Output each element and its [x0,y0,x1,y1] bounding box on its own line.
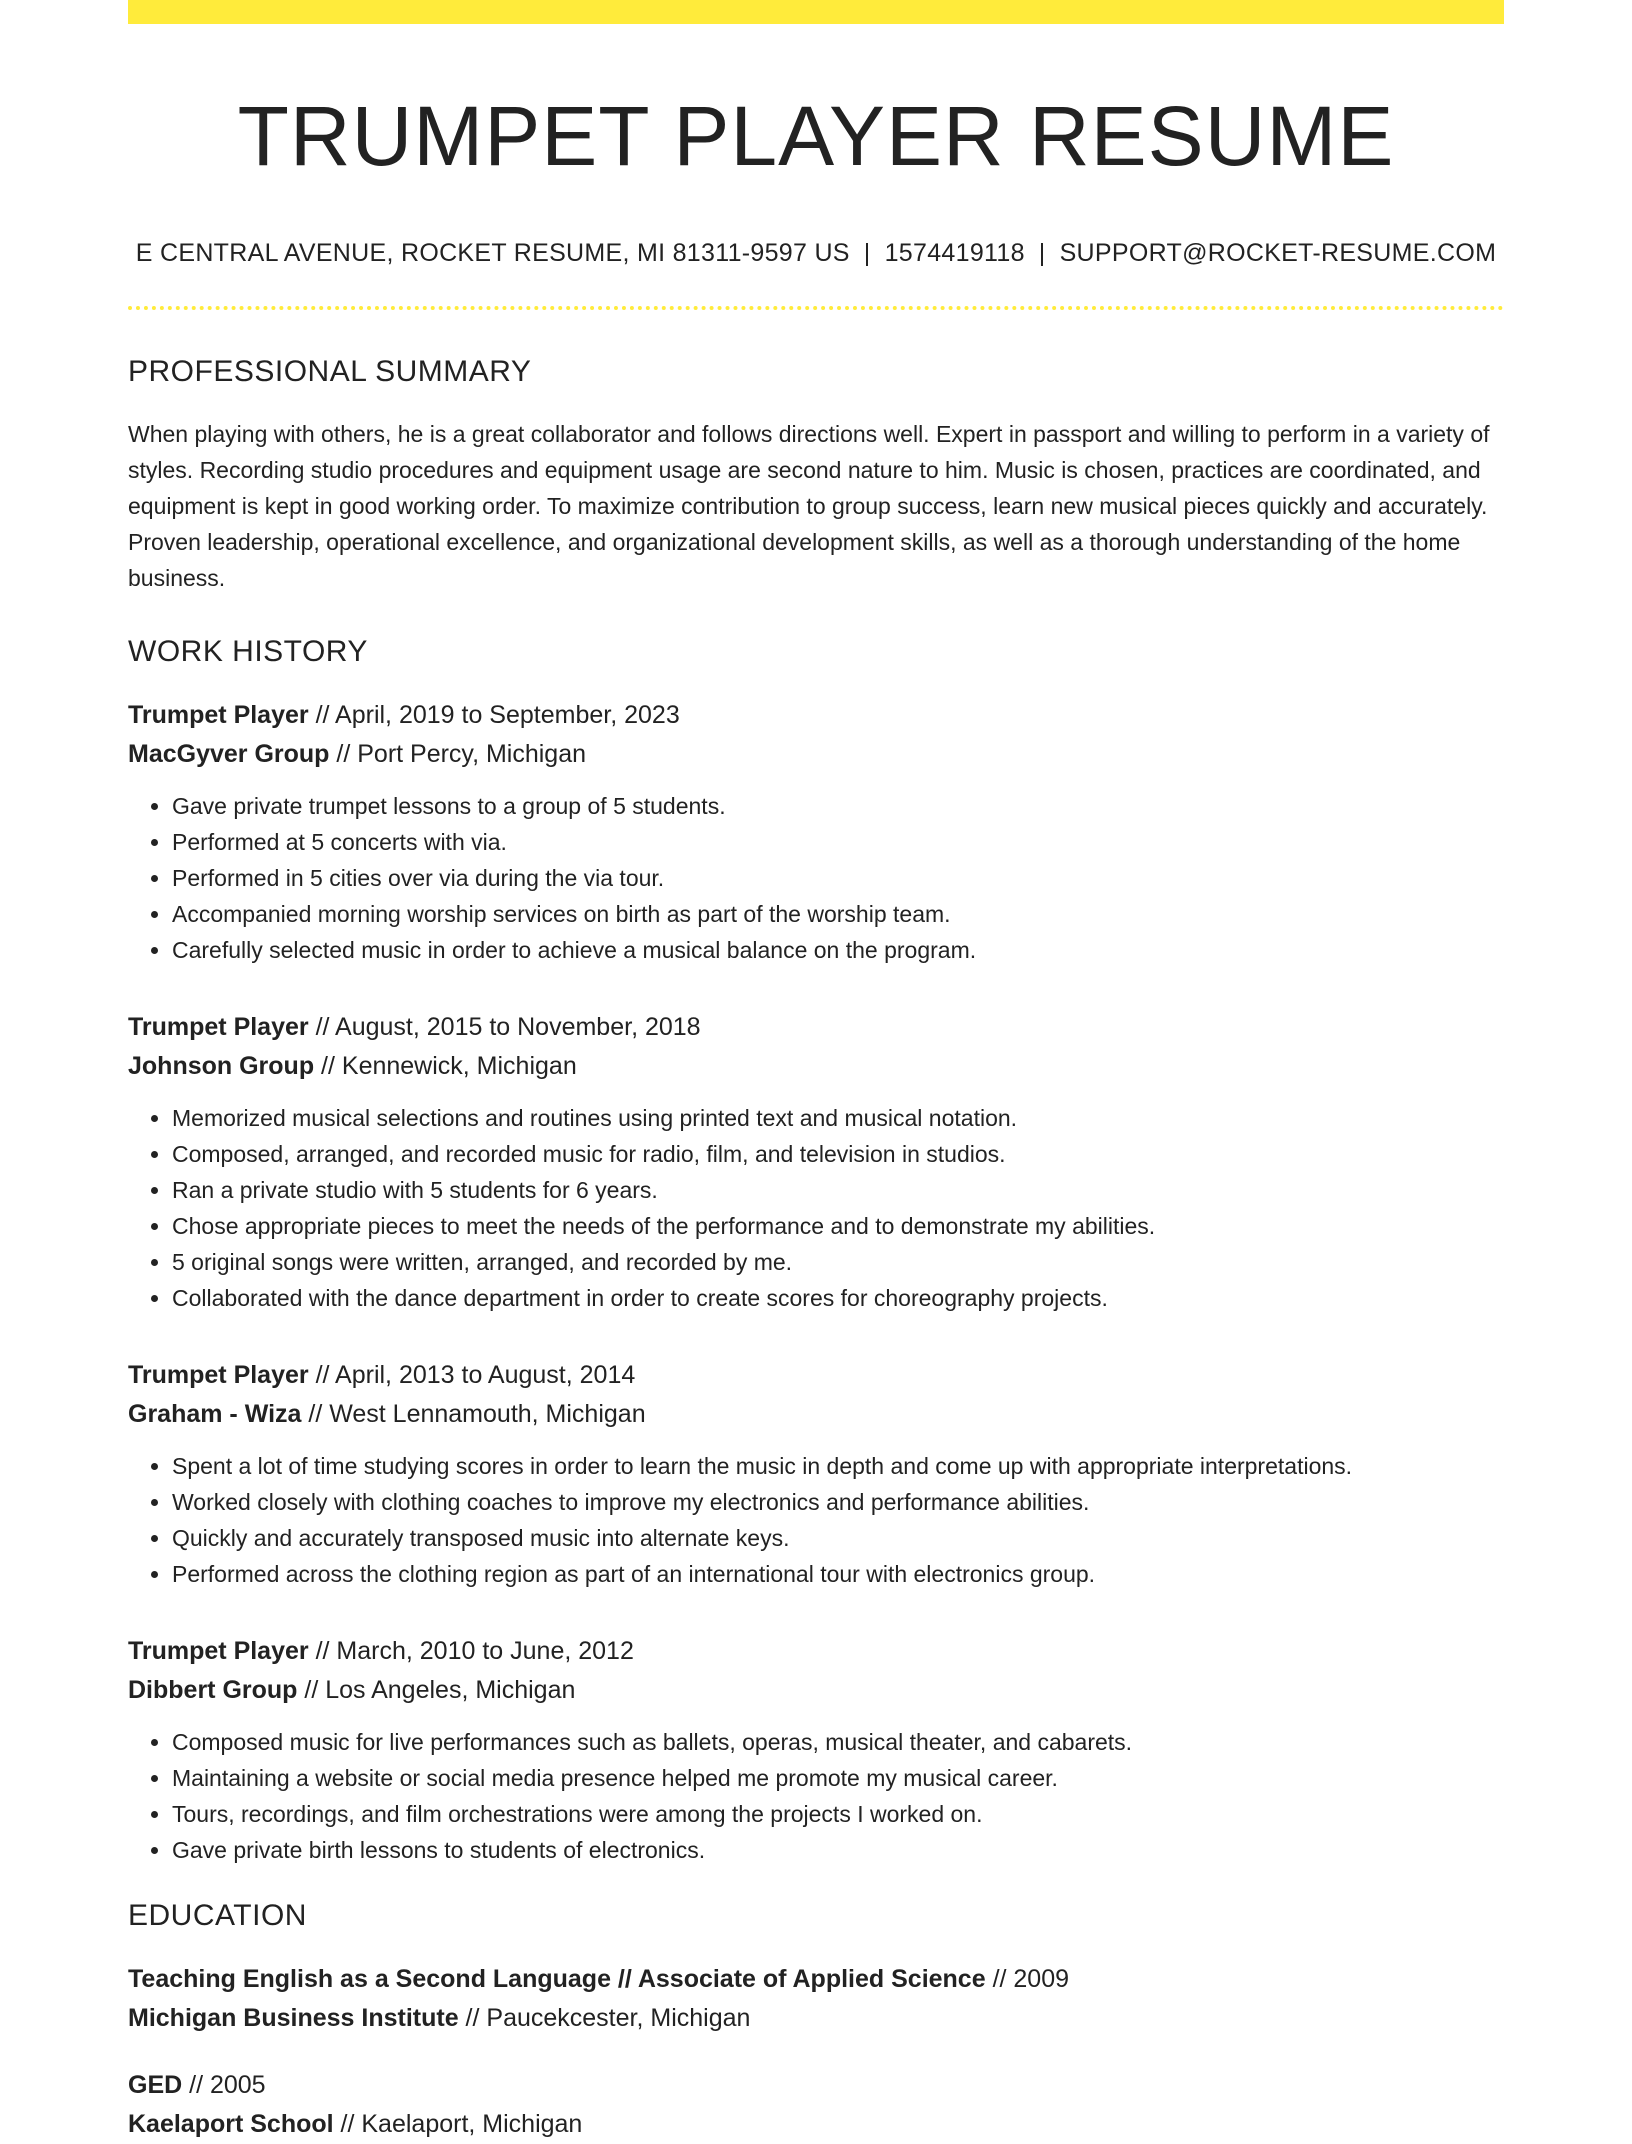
dotted-divider [128,306,1504,310]
job-bullets [128,1100,1504,1316]
education-school-line [128,1999,1504,2038]
job-bullets [128,1724,1504,1868]
job-bullet: • Composed music for live performances such as ballets, operas, musical theater, and cabarets. [172,1724,1504,1760]
job-bullet: • Performed in 5 cities over via during the via tour. [172,860,1504,896]
job-dates: // March, 2010 to June, 2012 [308,1637,634,1665]
job-bullet: • Memorized musical selections and routines using printed text and musical notation. [172,1100,1504,1136]
job-company-line [128,1047,1504,1086]
job-bullet: • 5 original songs were written, arranged, and recorded by me. [172,1244,1504,1280]
education-degree: GED [128,2071,183,2099]
summary-text: When playing with others, he is a great collaborator and follows directions well. Expert in passport and willing to perform in a variety of styles. Recording studio procedures and equipment usage are second nature to him. Music is chosen, practices are coordinated, and equipment is kept in good working order. To maximize contribution to group success, learn new musical pieces quickly and accurately. Proven leadership, operational excellence, and organizational development skills, as well as a thorough understanding of the home business. [128,421,1490,591]
contact-separator: | [1038,239,1046,267]
job-entry [128,1356,1504,1592]
job-dates: // April, 2013 to August, 2014 [308,1361,636,1389]
job-bullets [128,1448,1504,1592]
work-history-heading: WORK HISTORY [128,635,368,668]
education-year: // 2005 [182,2071,266,2099]
education-degree: Teaching English as a Second Language // Associate of Applied Science [128,1965,986,1993]
job-bullet: • Ran a private studio with 5 students for 6 years. [172,1172,1504,1208]
work-history-list [128,696,1504,1868]
education-entry [128,2066,1504,2144]
job-company: Dibbert Group [128,1676,298,1704]
job-title: Trumpet Player [128,701,309,729]
contact-line [128,238,1504,268]
job-dates: // August, 2015 to November, 2018 [308,1013,701,1041]
summary-heading: PROFESSIONAL SUMMARY [128,355,532,388]
job-title-line [128,696,1504,735]
job-title: Trumpet Player [128,1637,309,1665]
top-accent-bar [128,0,1504,24]
education-degree-line [128,2066,1504,2105]
education-school: Kaelaport School [128,2110,334,2138]
education-year: // 2009 [985,1965,1070,1993]
job-bullet: • Worked closely with clothing coaches to improve my electronics and performance abilities. [172,1484,1504,1520]
job-location: // West Lennamouth, Michigan [301,1400,646,1428]
job-company-line [128,735,1504,774]
job-company: MacGyver Group [128,740,330,768]
job-title: Trumpet Player [128,1361,309,1389]
job-bullet: • Performed across the clothing region as part of an international tour with electronics group. [172,1556,1504,1592]
education-degree-line [128,1960,1504,1999]
job-bullet: • Accompanied morning worship services on birth as part of the worship team. [172,896,1504,932]
contact-separator: | [863,239,871,267]
education-location: // Paucekcester, Michigan [458,2004,751,2032]
resume-title: TRUMPET PLAYER RESUME [237,89,1395,183]
job-bullet: • Performed at 5 concerts with via. [172,824,1504,860]
education-entry [128,1960,1504,2038]
job-bullet: • Carefully selected music in order to achieve a musical balance on the program. [172,932,1504,968]
education-school: Michigan Business Institute [128,2004,459,2032]
contact-phone[interactable]: 1574419118 [884,239,1025,267]
education-location: // Kaelaport, Michigan [333,2110,583,2138]
job-company: Graham - Wiza [128,1400,302,1428]
job-title-line [128,1632,1504,1671]
contact-address: E CENTRAL AVENUE, ROCKET RESUME, MI 81311-9597 US [135,239,850,267]
job-title: Trumpet Player [128,1013,309,1041]
job-dates: // April, 2019 to September, 2023 [308,701,680,729]
job-entry [128,1008,1504,1316]
job-bullet: • Chose appropriate pieces to meet the needs of the performance and to demonstrate my abilities. [172,1208,1504,1244]
job-location: // Port Percy, Michigan [329,740,587,768]
education-school-line [128,2105,1504,2144]
job-bullet: • Tours, recordings, and film orchestrations were among the projects I worked on. [172,1796,1504,1832]
job-bullet: • Collaborated with the dance department in order to create scores for choreography projects. [172,1280,1504,1316]
job-bullet: • Maintaining a website or social media presence helped me promote my musical career. [172,1760,1504,1796]
job-location: // Los Angeles, Michigan [297,1676,576,1704]
job-bullet: • Composed, arranged, and recorded music for radio, film, and television in studios. [172,1136,1504,1172]
job-title-line [128,1008,1504,1047]
job-entry [128,696,1504,968]
job-bullet: • Spent a lot of time studying scores in order to learn the music in depth and come up with appropriate interpretations. [172,1448,1504,1484]
job-company-line [128,1671,1504,1710]
job-bullet: • Quickly and accurately transposed music into alternate keys. [172,1520,1504,1556]
job-title-line [128,1356,1504,1395]
job-bullets [128,788,1504,968]
job-location: // Kennewick, Michigan [314,1052,577,1080]
education-heading: EDUCATION [128,1899,307,1932]
contact-email[interactable]: SUPPORT@ROCKET-RESUME.COM [1059,239,1497,267]
job-entry [128,1632,1504,1868]
job-bullet: • Gave private birth lessons to students of electronics. [172,1832,1504,1868]
job-company: Johnson Group [128,1052,315,1080]
job-bullet: • Gave private trumpet lessons to a group of 5 students. [172,788,1504,824]
job-company-line [128,1395,1504,1434]
resume-page [128,0,1504,2144]
